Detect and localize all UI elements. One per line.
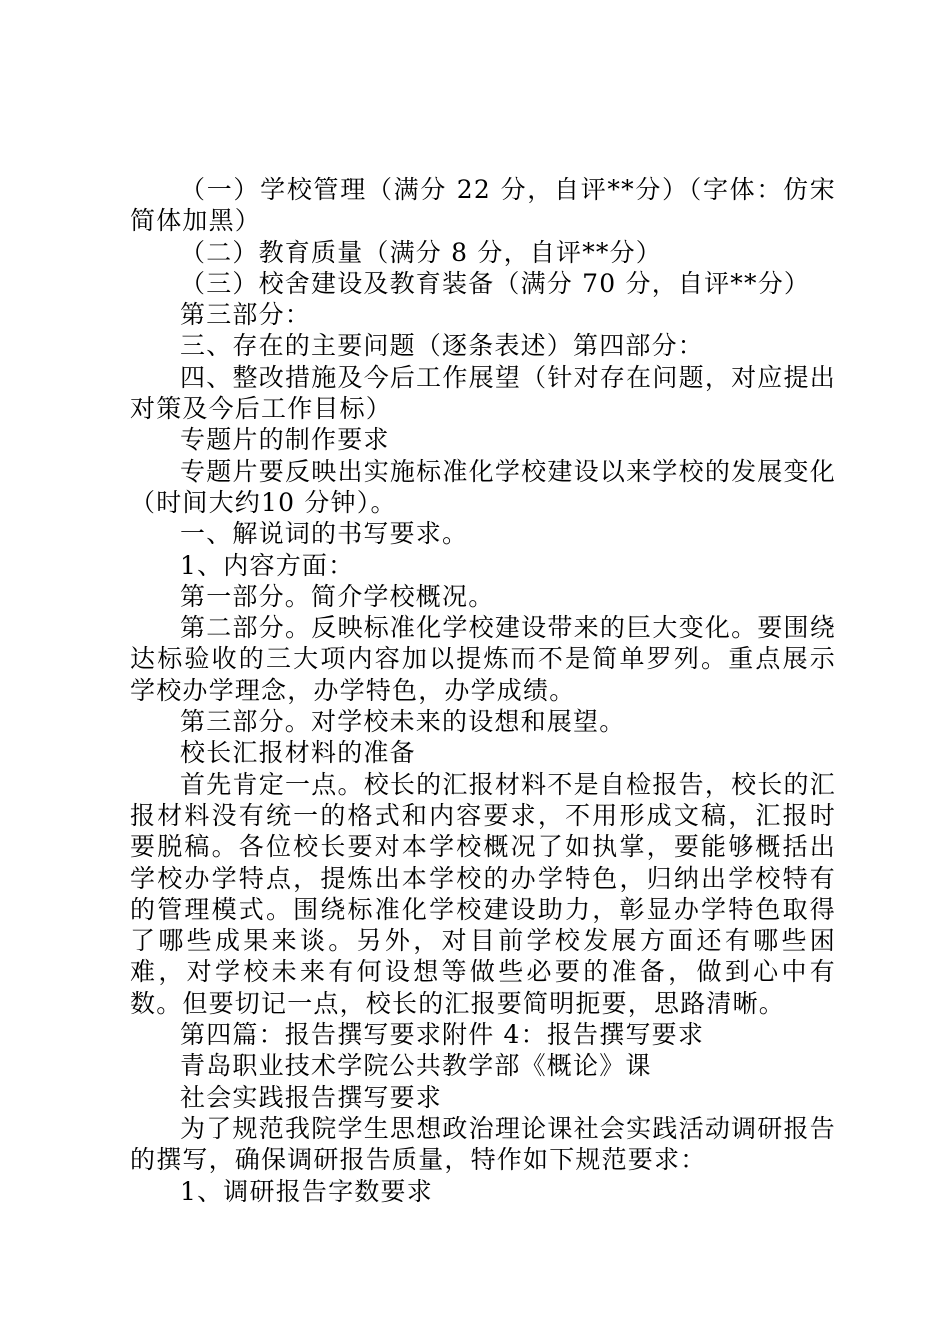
paragraph-part-one: 第一部分。简介学校概况。 [180, 581, 495, 611]
paragraph-chapter-four: 第四篇：报告撰写要求附件 4：报告撰写要求 [180, 1020, 705, 1050]
paragraph-rectification: 四、整改措施及今后工作展望（针对存在问题，对应提出对策及今后工作目标） [130, 362, 836, 424]
paragraph-part-two: 第二部分。反映标准化学校建设带来的巨大变化。要围绕达标验收的三大项内容加以提炼而不是简单罗列。重点展示学校办学理念，办学特色，办学成绩。 [130, 613, 836, 705]
document-body [130, 174, 836, 1207]
paragraph-college-department: 青岛职业技术学院公共教学部《概论》课 [180, 1051, 652, 1081]
paragraph-principal-report-heading: 校长汇报材料的准备 [180, 738, 416, 768]
paragraph-school-building: （三）校舍建设及教育装备（满分 70 分，自评**分） [180, 268, 811, 298]
paragraph-part-three-heading: 第三部分： [180, 300, 312, 330]
paragraph-video-requirements-heading: 专题片的制作要求 [180, 425, 390, 455]
paragraph-narration-requirements: 一、解说词的书写要求。 [180, 519, 469, 549]
paragraph-school-management: （一）学校管理（满分 22 分，自评**分）（字体：仿宋简体加黑） [130, 175, 836, 236]
paragraph-part-three: 第三部分。对学校未来的设想和展望。 [180, 707, 626, 737]
paragraph-report-purpose: 为了规范我院学生思想政治理论课社会实践活动调研报告的撰写，确保调研报告质量，特作如下规范要求： [130, 1113, 836, 1175]
paragraph-main-problems: 三、存在的主要问题（逐条表述）第四部分： [180, 331, 705, 361]
paragraph-content-aspect: 1、内容方面： [180, 550, 355, 580]
paragraph-report-requirements-title: 社会实践报告撰写要求 [180, 1082, 443, 1112]
paragraph-education-quality: （二）教育质量（满分 8 分，自评**分） [180, 237, 663, 267]
paragraph-word-count: 1、调研报告字数要求 [180, 1176, 433, 1206]
paragraph-video-requirements: 专题片要反映出实施标准化学校建设以来学校的发展变化（时间大约10 分钟）。 [130, 456, 836, 517]
paragraph-principal-report: 首先肯定一点。校长的汇报材料不是自检报告，校长的汇报材料没有统一的格式和内容要求，不用形成文稿，汇报时要脱稿。各位校长要对本学校概况了如执掌，要能够概括出学校办学特点，提炼出本学校的办学特色，归纳出学校特有的管理模式。围绕标准化学校建设助力，彰显办学特色取得了哪些成果来谈。另外，对目前学校发展方面还有哪些困难，对学校未来有何设想等做些必要的准备，做到心中有数。但要切记一点，校长的汇报要简明扼要，思路清晰。 [130, 769, 836, 1018]
